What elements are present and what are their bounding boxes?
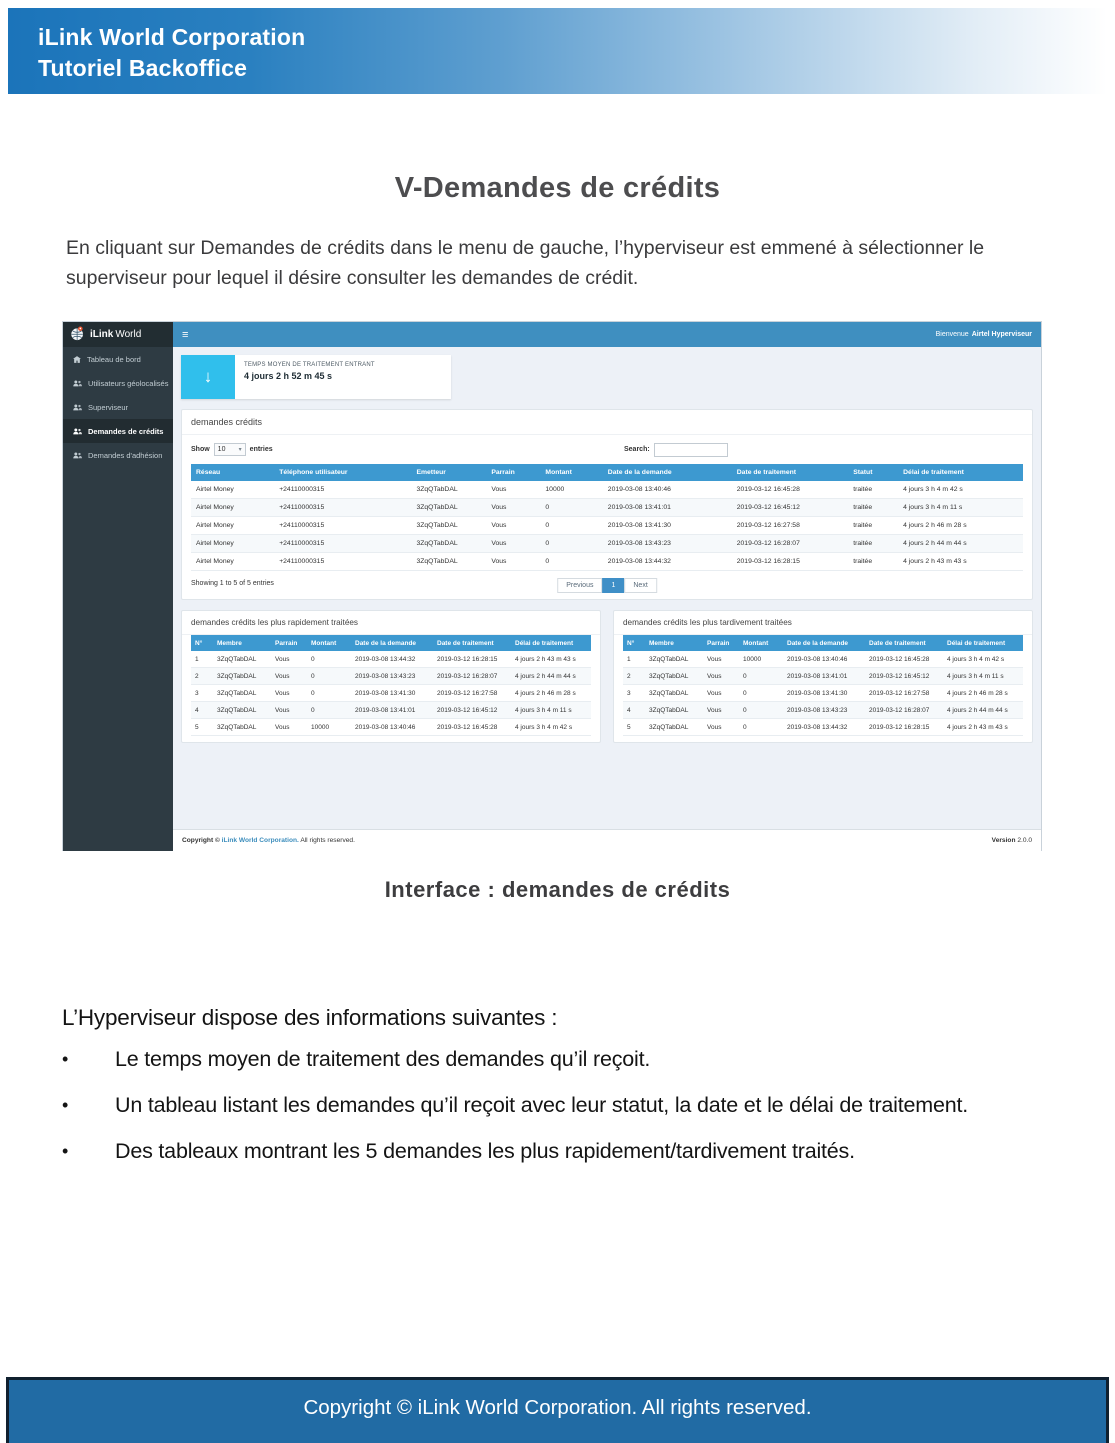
table-cell: 2019-03-08 13:41:30 [783,685,865,702]
app-footer-rights: All rights reserved. [300,837,355,844]
brand-name-bold: iLink [90,329,114,340]
bullet-glyph: • [62,1095,69,1115]
table-row [191,499,1023,517]
column-header: Date de traitement [732,464,848,481]
sidebar-item-tableau-de-bord[interactable] [63,347,173,371]
banner-line1: iLink World Corporation [38,24,306,50]
table-cell: 2019-03-12 16:45:12 [433,702,511,719]
table-cell: traitée [848,499,898,517]
ilink-globe-logo-icon [70,326,85,344]
table-cell: 4 jours 3 h 4 m 11 s [898,499,1023,517]
table-cell: 0 [739,685,783,702]
table-cell: 3ZqQTabDAL [213,685,271,702]
show-entries-group [191,443,273,456]
table-cell: 2019-03-12 16:45:12 [865,668,943,685]
table-row [191,668,591,685]
welcome-username: Airtel Hyperviseur [971,331,1032,338]
column-header: N° [191,635,213,651]
brand-name-light: World [115,329,142,340]
list-item [62,1093,1075,1118]
table-cell: 3ZqQTabDAL [213,668,271,685]
table-cell: 4 jours 2 h 43 m 43 s [511,651,591,668]
table-row [623,651,1023,668]
app-footer-copyright: Copyright © [182,837,220,844]
table-cell: Vous [271,702,307,719]
table-cell: 4 jours 2 h 44 m 44 s [943,702,1023,719]
latest-processed-table [623,635,1023,736]
table-cell: traitée [848,535,898,553]
users-icon [73,380,82,387]
list-item [62,1139,1075,1164]
table-cell: 4 jours 3 h 4 m 42 s [898,481,1023,499]
table-cell: 4 jours 3 h 4 m 42 s [943,651,1023,668]
table-cell: 2019-03-12 16:27:58 [433,685,511,702]
table-cell: Vous [486,481,540,499]
table-cell: Airtel Money [191,481,274,499]
chevron-down-icon: ▾ [238,447,242,453]
table-cell: Vous [486,553,540,571]
table-row [623,668,1023,685]
table-row [191,535,1023,553]
app-version-label: Version [991,837,1016,844]
table-cell: 4 jours 2 h 46 m 28 s [898,517,1023,535]
page-1-button[interactable]: 1 [602,578,624,593]
table-cell: 0 [739,668,783,685]
app-sidebar [63,347,173,851]
entries-label: entries [249,446,273,453]
column-header: Parrain [271,635,307,651]
column-header: Statut [848,464,898,481]
table-cell: Vous [486,517,540,535]
document-header-banner [8,8,1107,94]
show-label: Show [191,446,210,453]
table-cell: 3ZqQTabDAL [645,668,703,685]
table-cell: 2019-03-12 16:28:15 [433,651,511,668]
table-cell: 2019-03-08 13:40:46 [351,719,433,736]
table-cell: 4 jours 2 h 43 m 43 s [943,719,1023,736]
table-row [191,517,1023,535]
table-cell: 4 jours 2 h 46 m 28 s [943,685,1023,702]
table-row [191,651,591,668]
info-section [62,1005,1075,1164]
table-cell: 4 jours 3 h 4 m 11 s [511,702,591,719]
table-cell: +24110000315 [274,499,411,517]
table-cell: 4 jours 2 h 46 m 28 s [511,685,591,702]
sidebar-item-label: Demandes d'adhésion [88,450,163,460]
page-title: V-Demandes de crédits [394,172,721,204]
table-cell: 4 [623,702,645,719]
table-cell: 2019-03-08 13:43:23 [351,668,433,685]
table-cell: 3 [191,685,213,702]
welcome-text [936,331,1032,338]
column-header: Montant [540,464,602,481]
table-cell: 2019-03-12 16:45:28 [865,651,943,668]
stat-label: TEMPS MOYEN DE TRAITEMENT ENTRANT [244,362,375,368]
latest-processed-panel [613,610,1033,743]
table-cell: 2019-03-08 13:44:32 [603,553,732,571]
column-header: Téléphone utilisateur [274,464,411,481]
table-cell: 3 [623,685,645,702]
table-cell: 0 [540,517,602,535]
column-header: Montant [307,635,351,651]
table-row [191,702,591,719]
table-cell: 2019-03-12 16:27:58 [732,517,848,535]
table-cell: 2019-03-12 16:28:15 [865,719,943,736]
panel-title: demandes crédits les plus rapidement traitées [182,611,600,635]
table-cell: traitée [848,517,898,535]
table-cell: Vous [703,668,739,685]
table-cell: 4 jours 3 h 4 m 42 s [511,719,591,736]
sidebar-item-demandes-de-credits[interactable] [63,419,173,443]
table-cell: 5 [191,719,213,736]
sidebar-item-superviseur[interactable] [63,395,173,419]
table-cell: 3ZqQTabDAL [645,702,703,719]
table-cell: 10000 [739,651,783,668]
table-cell: 3ZqQTabDAL [411,499,486,517]
bullet-text: Un tableau listant les demandes qu’il reçoit avec leur statut, la date et le délai de traitement. [115,1093,969,1117]
table-cell: 3ZqQTabDAL [213,702,271,719]
table-cell: 1 [623,651,645,668]
credit-requests-panel [181,409,1033,600]
table-cell: 0 [739,719,783,736]
table-cell: 0 [540,553,602,571]
table-cell: 4 jours 2 h 44 m 44 s [511,668,591,685]
table-cell: +24110000315 [274,517,411,535]
table-row [623,719,1023,736]
table-controls [182,435,1032,464]
table-cell: 3ZqQTabDAL [645,719,703,736]
column-header: Date de traitement [433,635,511,651]
table-cell: 2019-03-08 13:41:30 [603,517,732,535]
bullet-glyph: • [62,1141,69,1161]
fastest-processed-table [191,635,591,736]
table-row [191,553,1023,571]
stat-value: 4 jours 2 h 52 m 45 s [244,371,333,381]
bullet-glyph: • [62,1049,69,1069]
table-cell: Vous [271,685,307,702]
column-header: Réseau [191,464,274,481]
table-cell: 2019-03-12 16:27:58 [865,685,943,702]
next-page-button[interactable]: Next [624,578,656,593]
column-header: Emetteur [411,464,486,481]
list-item [62,1047,1075,1072]
table-cell: Vous [703,685,739,702]
app-top-nav [63,322,1041,347]
table-row [623,702,1023,719]
table-cell: Airtel Money [191,535,274,553]
table-cell: 2019-03-08 13:40:46 [783,651,865,668]
table-cell: 0 [307,668,351,685]
table-cell: 2019-03-08 13:40:46 [603,481,732,499]
sidebar-item-utilisateurs-geolocalises[interactable] [63,371,173,395]
table-header-row [191,464,1023,481]
table-row [191,719,591,736]
table-cell: 0 [739,702,783,719]
column-header: Date de la demande [351,635,433,651]
intro-paragraph: En cliquant sur Demandes de crédits dans le menu de gauche, l’hyperviseur est emmené à sélectionner le superviseur pour lequel il désire consulter les demandes de crédit. [66,237,985,289]
app-content [173,347,1041,851]
table-cell: 4 jours 2 h 44 m 44 s [898,535,1023,553]
panel-title: demandes crédits les plus tardivement traitées [614,611,1032,635]
table-cell: 3ZqQTabDAL [213,719,271,736]
fastest-processed-panel [181,610,601,743]
table-cell: 0 [307,685,351,702]
panel-title: demandes crédits [182,410,1032,435]
table-cell: Vous [486,499,540,517]
table-cell: +24110000315 [274,535,411,553]
document-footer-text: Copyright © iLink World Corporation. All rights reserved. [303,1396,812,1419]
app-screenshot [62,321,1042,851]
table-cell: 1 [191,651,213,668]
column-header: Membre [213,635,271,651]
dashboard-icon [73,356,81,363]
table-cell: 2019-03-12 16:28:07 [433,668,511,685]
column-header: Date de traitement [865,635,943,651]
table-cell: 5 [623,719,645,736]
search-label: Search: [624,446,650,453]
users-icon [73,404,82,411]
show-entries-value: 10 [217,446,226,453]
table-cell: 2019-03-08 13:41:01 [603,499,732,517]
app-brand[interactable] [63,322,173,347]
pagination [557,578,657,593]
table-cell: traitée [848,481,898,499]
bullet-text: Le temps moyen de traitement des demandes qu’il reçoit. [115,1047,651,1071]
welcome-prefix: Bienvenue [935,331,969,338]
table-cell: Vous [703,651,739,668]
table-cell: Vous [486,535,540,553]
table-cell: 0 [540,535,602,553]
app-navbar [173,322,1041,347]
table-cell: 3ZqQTabDAL [411,517,486,535]
table-cell: 3ZqQTabDAL [213,651,271,668]
table-cell: 2019-03-08 13:44:32 [351,651,433,668]
users-icon [73,428,82,435]
table-cell: Airtel Money [191,553,274,571]
down-arrow-icon: ↓ [181,355,235,399]
sidebar-item-label: Superviseur [88,402,129,412]
table-cell: Vous [271,668,307,685]
table-cell: 3ZqQTabDAL [411,481,486,499]
app-body [63,347,1041,851]
table-cell: Airtel Money [191,517,274,535]
app-footer [173,829,1041,851]
table-cell: 3ZqQTabDAL [645,651,703,668]
document-footer-bar [6,1377,1109,1443]
column-header: N° [623,635,645,651]
table-cell: 4 [191,702,213,719]
table-cell: 2019-03-08 13:41:01 [351,702,433,719]
showing-entries-text: Showing 1 to 5 of 5 entries [191,580,274,587]
credit-requests-table [191,464,1023,571]
table-cell: 2019-03-08 13:44:32 [783,719,865,736]
app-version-value: 2.0.0 [1017,837,1032,844]
column-header: Date de la demande [783,635,865,651]
column-header: Parrain [486,464,540,481]
table-cell: Vous [271,651,307,668]
table-cell: 2019-03-12 16:28:07 [865,702,943,719]
table-cell: 2019-03-12 16:45:28 [732,481,848,499]
table-footer [182,577,1032,599]
column-header: Date de la demande [603,464,732,481]
bullet-text: Des tableaux montrant les 5 demandes les plus rapidement/tardivement traités. [115,1139,855,1163]
search-group [624,443,728,457]
table-cell: 2 [623,668,645,685]
column-header: Délai de traitement [943,635,1023,651]
show-entries-select[interactable] [214,443,246,456]
banner-line2: Tutoriel Backoffice [38,55,248,81]
table-cell: 2019-03-08 13:41:01 [783,668,865,685]
avg-processing-time-card [181,355,451,399]
column-header: Délai de traitement [898,464,1023,481]
column-header: Montant [739,635,783,651]
sidebar-item-label: Utilisateurs géolocalisés [88,378,169,388]
table-cell: Vous [703,702,739,719]
app-footer-company-link[interactable]: iLink World Corporation. [221,837,299,844]
table-cell: 2019-03-08 13:43:23 [603,535,732,553]
column-header: Membre [645,635,703,651]
table-cell: 2019-03-12 16:28:07 [732,535,848,553]
table-cell: 0 [307,651,351,668]
table-cell: 3ZqQTabDAL [411,535,486,553]
table-header-row [191,635,591,651]
table-row [623,685,1023,702]
users-icon [73,452,82,459]
sidebar-item-label: Tableau de bord [87,354,141,364]
table-cell: Vous [271,719,307,736]
table-row [191,685,591,702]
table-cell: 2019-03-12 16:45:28 [433,719,511,736]
table-cell: 2019-03-12 16:28:15 [732,553,848,571]
table-cell: 0 [307,702,351,719]
table-cell: 2019-03-08 13:41:30 [351,685,433,702]
sidebar-item-label: Demandes de crédits [88,426,164,436]
table-cell: 4 jours 2 h 43 m 43 s [898,553,1023,571]
table-cell: 0 [540,499,602,517]
table-cell: 2019-03-12 16:45:12 [732,499,848,517]
hamburger-menu-icon[interactable]: ≡ [182,328,189,341]
table-cell: 2019-03-08 13:43:23 [783,702,865,719]
table-cell: Vous [703,719,739,736]
table-cell: 4 jours 3 h 4 m 11 s [943,668,1023,685]
screenshot-caption: Interface : demandes de crédits [384,877,731,902]
table-cell: 10000 [307,719,351,736]
table-cell: +24110000315 [274,553,411,571]
search-input[interactable] [654,443,728,457]
previous-page-button[interactable]: Previous [557,578,602,593]
info-bullet-list [62,1047,1075,1164]
sidebar-item-demandes-adhesion[interactable] [63,443,173,467]
info-heading: L’Hyperviseur dispose des informations suivantes : [62,1005,558,1030]
table-cell: 2 [191,668,213,685]
table-cell: 3ZqQTabDAL [411,553,486,571]
column-header: Parrain [703,635,739,651]
table-cell: +24110000315 [274,481,411,499]
bottom-tables-row [181,610,1033,743]
table-cell: 10000 [540,481,602,499]
table-header-row [623,635,1023,651]
table-row [191,481,1023,499]
table-cell: 3ZqQTabDAL [645,685,703,702]
column-header: Délai de traitement [511,635,591,651]
table-cell: traitée [848,553,898,571]
table-cell: Airtel Money [191,499,274,517]
